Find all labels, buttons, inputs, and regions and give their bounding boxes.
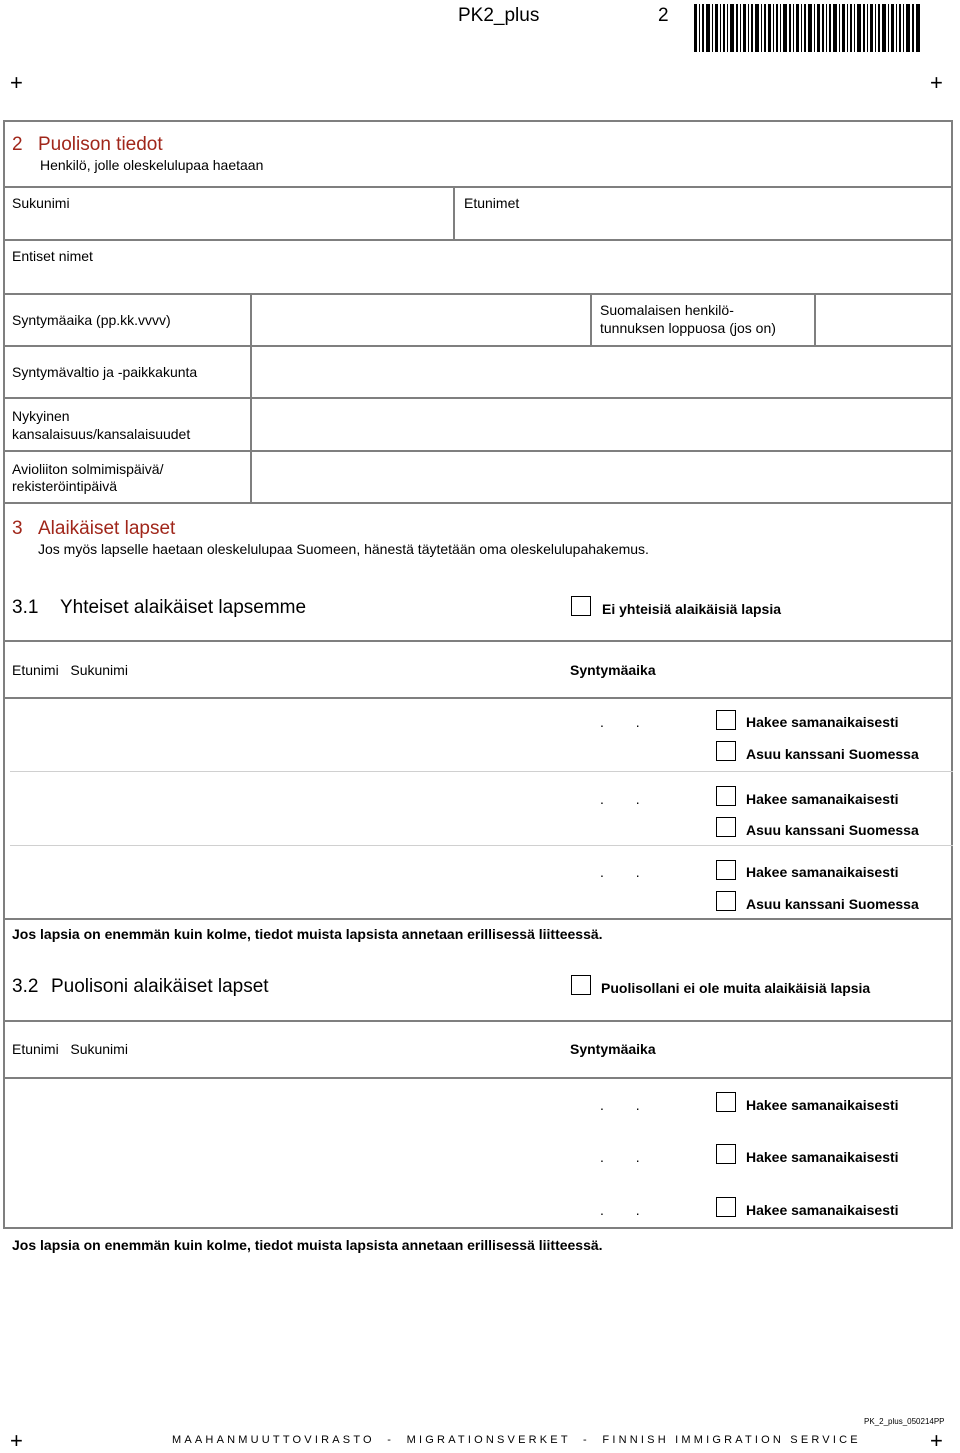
column-name-header: Etunimi Sukunimi (12, 1041, 128, 1057)
id-suffix-field[interactable] (818, 295, 950, 343)
lives-with-me-label: Asuu kanssani Suomessa (746, 822, 919, 838)
citizenship-field[interactable] (254, 399, 950, 448)
barcode-image (694, 4, 920, 52)
subsection-title: Puolisoni alaikäiset lapset (51, 976, 269, 997)
child-birth-date-field[interactable]: . . (600, 1149, 654, 1165)
section-number: 2 (12, 134, 23, 155)
page-number: 2 (658, 5, 669, 26)
section-number: 3 (12, 518, 23, 539)
birth-date-field[interactable] (254, 295, 587, 343)
divider (453, 186, 455, 241)
child-birth-date-field[interactable]: . . (600, 1202, 654, 1218)
applying-simultaneously-label: Hakee samanaikaisesti (746, 1149, 899, 1165)
marriage-date-label-line2: rekisteröintipäivä (12, 478, 118, 494)
first-names-label: Etunimet (464, 195, 520, 211)
divider (3, 640, 953, 642)
no-other-children-label: Puolisollani ei ole muita alaikäisiä lapsia (601, 980, 871, 996)
citizenship-label-line2: kansalaisuus/kansalaisuudet (12, 426, 191, 442)
divider (3, 918, 953, 920)
section-subtitle: Henkilö, jolle oleskelulupaa haetaan (40, 157, 264, 173)
applying-simultaneously-label: Hakee samanaikaisesti (746, 714, 899, 730)
more-children-note: Jos lapsia on enemmän kuin kolme, tiedot muista lapsista annetaan erillisessä liitteessä. (12, 1237, 603, 1253)
child-name-field[interactable] (12, 774, 582, 842)
applying-simultaneously-checkbox[interactable] (716, 1092, 736, 1112)
applying-simultaneously-label: Hakee samanaikaisesti (746, 864, 899, 880)
birth-date-label: Syntymäaika (pp.kk.vvvv) (12, 312, 171, 328)
subsection-number: 3.2 (12, 976, 39, 997)
marriage-date-label-line1: Avioliiton solmimispäivä/ (12, 461, 164, 477)
lives-with-me-checkbox[interactable] (716, 891, 736, 911)
registration-mark-top-left: + (10, 70, 23, 95)
row-separator (10, 845, 953, 846)
child-birth-date-field[interactable]: . . (600, 1097, 654, 1113)
column-birth-header: Syntymäaika (570, 1041, 656, 1057)
id-suffix-label-line2: tunnuksen loppuosa (jos on) (600, 320, 776, 336)
former-names-label: Entiset nimet (12, 248, 93, 264)
id-suffix-label-line1: Suomalaisen henkilö- (600, 302, 734, 318)
applying-simultaneously-label: Hakee samanaikaisesti (746, 1097, 899, 1113)
lives-with-me-label: Asuu kanssani Suomessa (746, 896, 919, 912)
applying-simultaneously-checkbox[interactable] (716, 710, 736, 730)
lives-with-me-label: Asuu kanssani Suomessa (746, 746, 919, 762)
divider (3, 502, 953, 504)
child-birth-date-field[interactable]: . . (600, 714, 654, 730)
child-name-field[interactable] (12, 700, 582, 768)
section-title: Puolison tiedot (38, 134, 163, 155)
form-code: PK_2_plus_050214PP (864, 1417, 945, 1426)
footer-agency: MAAHANMUUTTOVIRASTO - MIGRATIONSVERKET - FINNISH IMMIGRATION SERVICE (172, 1434, 861, 1446)
applying-simultaneously-label: Hakee samanaikaisesti (746, 791, 899, 807)
former-names-field[interactable] (12, 241, 950, 291)
child-birth-date-field[interactable]: . . (600, 791, 654, 807)
no-common-children-checkbox[interactable] (571, 596, 591, 616)
child-name-field[interactable] (12, 1184, 582, 1226)
column-birth-header: Syntymäaika (570, 662, 656, 678)
applying-simultaneously-checkbox[interactable] (716, 1197, 736, 1217)
divider (3, 1077, 953, 1079)
lives-with-me-checkbox[interactable] (716, 741, 736, 761)
applying-simultaneously-checkbox[interactable] (716, 786, 736, 806)
divider (250, 293, 252, 347)
divider (250, 345, 252, 504)
section-subtitle: Jos myös lapselle haetaan oleskelulupaa Suomeen, hänestä täytetään oma oleskelulupahakemus. (38, 541, 649, 557)
marriage-date-field[interactable] (254, 452, 950, 500)
subsection-number: 3.1 (12, 597, 39, 618)
child-name-field[interactable] (12, 848, 582, 916)
first-names-field[interactable] (458, 188, 950, 238)
divider (3, 1020, 953, 1022)
section-title: Alaikäiset lapset (38, 518, 176, 539)
row-separator (10, 771, 953, 772)
surname-field[interactable] (12, 188, 450, 238)
child-name-field[interactable] (12, 1132, 582, 1180)
divider (590, 293, 592, 347)
applying-simultaneously-checkbox[interactable] (716, 860, 736, 880)
registration-mark-bottom-left: + (10, 1428, 23, 1453)
column-name-header: Etunimi Sukunimi (12, 662, 128, 678)
lives-with-me-checkbox[interactable] (716, 817, 736, 837)
registration-mark-top-right: + (930, 70, 943, 95)
divider (3, 697, 953, 699)
child-birth-date-field[interactable]: . . (600, 864, 654, 880)
birth-place-label: Syntymävaltio ja -paikkakunta (12, 364, 198, 380)
registration-mark-bottom-right: + (930, 1428, 943, 1453)
no-other-children-checkbox[interactable] (571, 975, 591, 995)
applying-simultaneously-label: Hakee samanaikaisesti (746, 1202, 899, 1218)
no-common-children-label: Ei yhteisiä alaikäisiä lapsia (602, 601, 781, 617)
divider (814, 293, 816, 347)
applying-simultaneously-checkbox[interactable] (716, 1144, 736, 1164)
subsection-title: Yhteiset alaikäiset lapsemme (60, 597, 307, 618)
more-children-note: Jos lapsia on enemmän kuin kolme, tiedot muista lapsista annetaan erillisessä liitteessä. (12, 926, 603, 942)
birth-place-field[interactable] (254, 347, 950, 395)
child-name-field[interactable] (12, 1080, 582, 1128)
citizenship-label-line1: Nykyinen (12, 408, 70, 424)
surname-label: Sukunimi (12, 195, 70, 211)
form-name: PK2_plus (458, 5, 540, 26)
